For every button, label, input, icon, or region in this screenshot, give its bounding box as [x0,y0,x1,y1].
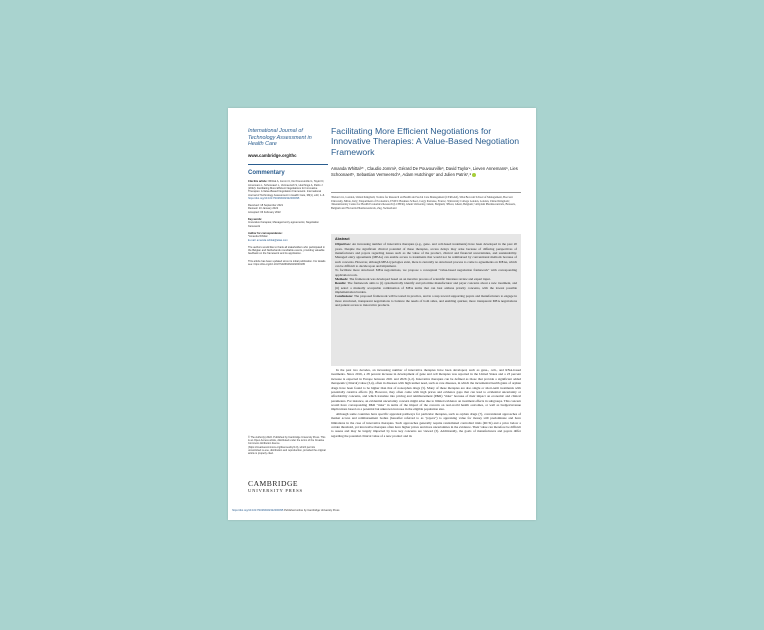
abstract-results [335,281,517,294]
paragraph-2: Although some countries have specific appraisal pathways for particular therapies, such as orphan drugs (7), conventional approaches of market access and reimbursement bodies (hereafter referred to as "payers") to appraising value for money still predominate and have limitations in the case of innovative therapies. Such approaches generally require randomized controlled trials (RCTs) and a price below a certain threshold, yet innovative therapies often have higher prices and more uncertainties in the evidence. Their value can therefore be difficult to assess and may be largely impacted by how key concerns are viewed (3). Additionally, the goals of manufacturers and payers differ regarding the potential clinical value of a new product and its [331,411,521,438]
abstract-objectives-2: To facilitate more structured MEA negotiations, we propose a conceptual "value-based negotiation framework" with corresponding application tools. [335,268,517,277]
results-label: Results: [335,281,347,286]
author-divider [331,192,521,193]
publisher-name: CAMBRIDGE [248,479,299,488]
keywords [248,218,328,228]
paragraph-1: In the past two decades, an increasing number of innovative therapies have been developed, such as gene-, cell-, and RNA-based treatments. Since 2016, a 28 percent increase in development of gene and cell therapies was reported in the United States and a 23 percent increase is expected in Europe between 2021 and 2026 (1,2). Innovative therapies can be defined as those that provide a significant added therapeutic (clinical) value (3,4), often in diseases with high unmet need, such as rare diseases, in which the incremental health gains of orphan drugs have been found to be higher than that of nonorphan drugs (5). Many of these therapies are also single or short-term treatments with potentially curative effects (6). However, they often come with high prices and evidence gaps that can lead to evidential uncertainty or affordability concerns, and which translate into pricing and reimbursement (P&R) "risks" because of their impact on economic and clinical parameters. For instance, an evidential uncertainty concern might arise due to limited evidence on treatment effects in subgroups. This concern would have corresponding P&R "risks" in terms of the impact of the concern on real-world health outcomes, or well as budget/revenue implications based on a potential but unknown increase in the eligible population size. [331,368,521,412]
author-list [331,166,521,178]
body-text [331,368,521,438]
cite-text: Whittal A, Jommi C, De Pouvourville G, Taylor D, Annemans L, Schoonaert L, Vermeersch S, Hutchings A, Patris J (2022). Facilitating More Efficient Negotiations for Innovative Therapies: A Value-Based Negotiation Framework. International Journal of Technology Assessment in Health Care, 38(1), e23, 1–6. [248,180,325,197]
acknowledgement-note: The authors would like to thank all stakeholders who participated in the Belgian and Netherlands roundtable events, providing valuable feedback on the framework and its application. [248,245,325,256]
conclusions-text: The proposed framework will be tested in practice, and in a step toward supporting payers and manufacturers to engage in more structured, transparent negotiations to balance the needs of both sides, and enabling quicker, more transparent MEA negotiations and patient access to innovative products. [335,294,517,308]
footer-doi-link[interactable]: https://doi.org/10.1017/S0266462322000095 [232,509,284,512]
objectives-label: Objectives: [335,242,351,247]
correspondence-email[interactable]: E-mail: amanda.whittal@alias.com [248,238,288,242]
citation [248,180,328,200]
correspondence-name: *Amanda Whittal [248,235,268,239]
abstract-objectives [335,242,517,268]
update-note: This article has been updated since its initial publication. For details see: https://doi.org/10.1017/S0266462322000195 [248,259,326,267]
sidebar [248,128,328,270]
correspondence [248,232,328,242]
abstract-box [331,234,521,366]
abstract-conclusions [335,294,517,307]
abstract-heading: Abstract [335,237,350,241]
cite-label: Cite this article: [248,180,268,184]
affiliations: ¹Dolon Ltd., London, United Kingdom; ²Centre for Research on Health and Social Care Management (CERGAS), SDA Bocconi School of Management, Bocconi University, Milan, Italy; ³Department of Economics, ESSEC Business School, Cergy Pontoise, France; ⁴University College London, London, United Kingdom; ⁵Interuniversity Centre for Health Economics Research (I-CHER), Ghent University, Ghent, Belgium; ⁶Pfizer, Ghent, Belgium; ⁷Alnylam Pharmaceuticals, Brussels, Belgium and ⁸Novartis Pharmaceuticals, Zug, Switzerland [331,196,516,210]
correspondence-label: Author for correspondence: [248,231,283,235]
cite-doi-link[interactable]: https://doi.org/10.1017/S0266462322000095 [248,196,300,200]
methods-text: The framework was developed based on an iterative process of scientific literature review and expert input. [349,277,491,282]
orcid-icon[interactable] [472,173,476,177]
keywords-label: Key words: [248,218,262,222]
dates: Received: 18 September 2021 Revised: 10 January 2022 Accepted: 06 February 2022 [248,204,284,214]
article-page [228,108,536,520]
methods-label: Methods: [335,277,349,282]
article-type: Commentary [248,170,285,177]
footer-publisher-line: Published online by Cambridge University Press [284,509,340,512]
license-text: © The Author(s) 2022. Published by Cambridge University Press. This is an Open Access article, distributed under the terms of the Creative Commons Attribution licence (https://creativecommons.org/licenses/by/4.0), which permits unrestricted re-use, distribution and reproduction, provided the original article is properly cited. [248,436,326,456]
article-title: Facilitating More Efficient Negotiations for Innovative Therapies: A Value-Based Negotiation Framework [331,126,520,157]
conclusions-label: Conclusions: [335,294,354,299]
authors-text: Amanda Whittal¹* , Claudio Jommi², Gérard De Pouvourville³, David Taylor⁴, Lieven Annemans⁵, Lies Schoonaert⁵, Sebastian Vermeersch⁶, Adam Hutchings⁷ and Julien Patris⁷,⁸ [331,166,518,177]
journal-url[interactable]: www.cambridge.org/thc [248,152,297,158]
publisher-sub: UNIVERSITY PRESS [248,488,303,493]
keywords-text: Innovative therapies; Managed entry agreements; Negotiation framework [248,221,319,228]
sidebar-divider [248,164,328,165]
objectives-text: An increasing number of innovative therapies (e.g., gene- and cell-based treatments) have been developed in the past 20 years. Despite the significant clinical potential of these therapies, access delays may arise because of differing perspectives of manufacturers and payers regarding issues such as the value of the product, clinical and financial uncertainties, and sustainability. Managed entry agreements (MEAs) can enable access to treatments that would not be reimbursed by conventional methods because of such concerns. However, although MEA typologies exist, there is currently no structured process to come to agreements on MEAs, which can be difficult to decide upon and implement. [335,242,517,269]
article-meta [248,180,328,266]
publisher-logo [248,480,326,493]
journal-name: International Journal of Technology Assessment in Health Care [248,128,312,148]
results-text: The framework aims to (i) systematically identify and prioritize manufacturer and payer concerns about a new treatment, and (ii) select a mutually acceptable combination of MEA terms that can best address priority concerns, with the lowest possible implementation burden. [335,281,517,295]
page-footer [228,509,536,512]
